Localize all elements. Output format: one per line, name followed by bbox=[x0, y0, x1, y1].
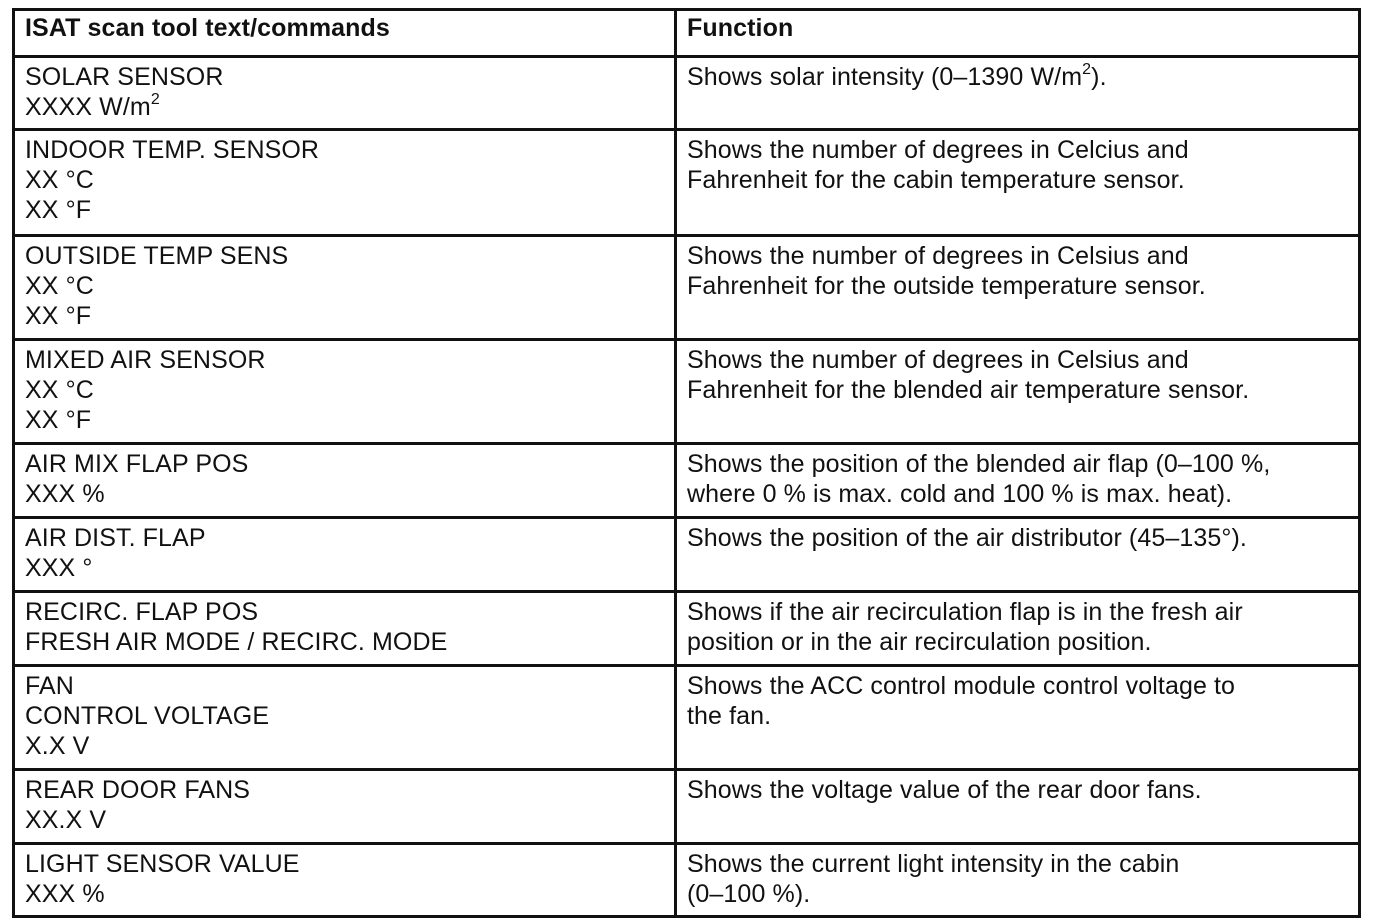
command-cell bbox=[14, 57, 676, 130]
function-cell bbox=[676, 844, 1360, 917]
function-text-after: ). bbox=[1091, 63, 1107, 91]
function-cell bbox=[676, 666, 1360, 770]
function-cell bbox=[676, 518, 1360, 592]
function-text: Shows the number of degrees in Celsius and Fahrenheit for the outside temperature sensor. bbox=[687, 242, 1206, 300]
command-line: AIR MIX FLAP POS bbox=[25, 450, 249, 478]
command-line: XX °F bbox=[25, 406, 92, 434]
command-line: FRESH AIR MODE / RECIRC. MODE bbox=[25, 628, 448, 656]
superscript: 2 bbox=[1082, 60, 1092, 78]
command-cell bbox=[14, 130, 676, 236]
command-line: OUTSIDE TEMP SENS bbox=[25, 242, 289, 270]
function-cell bbox=[676, 57, 1360, 130]
command-line: XXX % bbox=[25, 880, 105, 908]
table-row bbox=[14, 844, 1360, 917]
table-row bbox=[14, 130, 1360, 236]
command-line: XX °C bbox=[25, 166, 94, 194]
header-function: Function bbox=[676, 10, 1360, 57]
command-cell bbox=[14, 770, 676, 844]
command-line: CONTROL VOLTAGE bbox=[25, 702, 270, 730]
function-text: Shows the current light intensity in the cabin (0–100 %). bbox=[687, 850, 1180, 908]
command-line: XXX ° bbox=[25, 554, 93, 582]
function-cell bbox=[676, 340, 1360, 444]
command-line: RECIRC. FLAP POS bbox=[25, 598, 259, 626]
command-line-text: XXXX W/m bbox=[25, 93, 151, 121]
table-row bbox=[14, 340, 1360, 444]
command-line: MIXED AIR SENSOR bbox=[25, 346, 266, 374]
function-text: Shows solar intensity (0–1390 W/m bbox=[687, 63, 1083, 91]
command-cell bbox=[14, 844, 676, 917]
function-text: Shows the position of the blended air flap (0–100 %, where 0 % is max. cold and 100 % is max. heat). bbox=[687, 450, 1271, 508]
table-row bbox=[14, 236, 1360, 340]
command-cell bbox=[14, 592, 676, 666]
function-cell bbox=[676, 130, 1360, 236]
table-header-row bbox=[14, 10, 1360, 57]
command-line bbox=[25, 92, 664, 122]
command-line: XX °C bbox=[25, 272, 94, 300]
function-line bbox=[687, 62, 1348, 92]
table-row bbox=[14, 666, 1360, 770]
function-text: Shows if the air recirculation flap is in the fresh air position or in the air recirculation position. bbox=[687, 598, 1243, 656]
command-line: XX °F bbox=[25, 196, 92, 224]
function-text: Shows the ACC control module control voltage to the fan. bbox=[687, 672, 1236, 730]
function-text: Shows the position of the air distributor (45–135°). bbox=[687, 524, 1247, 552]
function-cell bbox=[676, 444, 1360, 518]
function-text: Shows the number of degrees in Celsius and Fahrenheit for the blended air temperature sensor. bbox=[687, 346, 1250, 404]
function-text: Shows the number of degrees in Celcius and Fahrenheit for the cabin temperature sensor. bbox=[687, 136, 1189, 194]
command-line: XX °C bbox=[25, 376, 94, 404]
table-row bbox=[14, 770, 1360, 844]
command-cell bbox=[14, 444, 676, 518]
command-cell bbox=[14, 666, 676, 770]
command-line: XXX % bbox=[25, 480, 105, 508]
command-line: AIR DIST. FLAP bbox=[25, 524, 206, 552]
table-row bbox=[14, 518, 1360, 592]
command-line: FAN bbox=[25, 672, 74, 700]
function-text: Shows the voltage value of the rear door fans. bbox=[687, 776, 1202, 804]
table-body bbox=[14, 57, 1360, 917]
command-line: INDOOR TEMP. SENSOR bbox=[25, 136, 320, 164]
command-cell bbox=[14, 340, 676, 444]
command-line: SOLAR SENSOR bbox=[25, 63, 224, 91]
command-line: X.X V bbox=[25, 732, 90, 760]
command-line: REAR DOOR FANS bbox=[25, 776, 251, 804]
function-cell bbox=[676, 770, 1360, 844]
command-line: LIGHT SENSOR VALUE bbox=[25, 850, 300, 878]
function-cell bbox=[676, 592, 1360, 666]
command-cell bbox=[14, 518, 676, 592]
table-row bbox=[14, 57, 1360, 130]
superscript: 2 bbox=[150, 90, 160, 108]
command-line: XX.X V bbox=[25, 806, 107, 834]
table-row bbox=[14, 592, 1360, 666]
table-row bbox=[14, 444, 1360, 518]
scan-tool-table bbox=[12, 8, 1361, 918]
command-line: XX °F bbox=[25, 302, 92, 330]
function-cell bbox=[676, 236, 1360, 340]
header-command: ISAT scan tool text/commands bbox=[14, 10, 676, 57]
command-cell bbox=[14, 236, 676, 340]
